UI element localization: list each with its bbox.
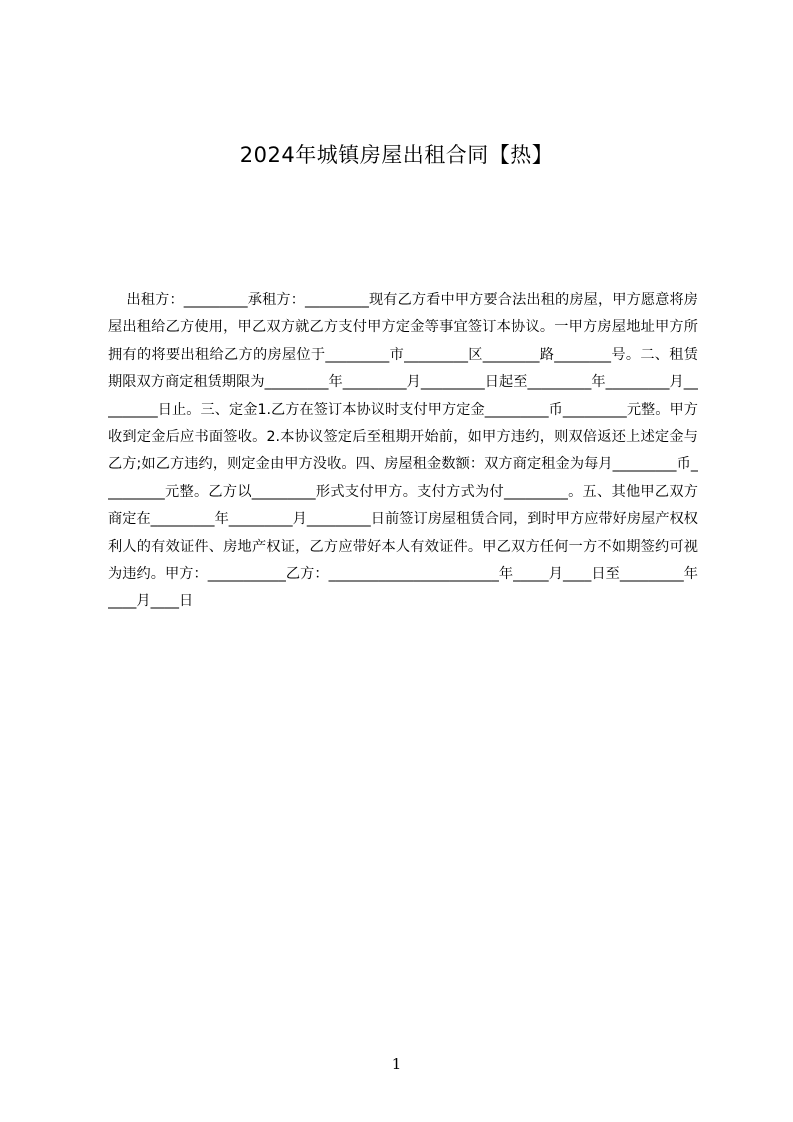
page-number: 1 <box>391 1055 402 1073</box>
contract-body-text: 出租方：_________承租方：_________现有乙方看中甲方要合法出租的房屋，甲方愿意将房屋出租给乙方使用，甲乙双方就乙方支付甲方定金等事宜签订本协议。一甲方房屋地址甲方所拥有的将要出租给乙方的房屋位于_________市_________区________路________号。二、租赁期限双方商定租赁期限为_________年_________月_________日起至_________年_________月_________日止。三、定金1.乙方在签订本协议时支付甲方定金_________币_________元整。甲方收到定金后应书面签收。2.本协议签定后至租期开始前，如甲方违约，则双倍返还上述定金与乙方;如乙方违约，则定金由甲方没收。四、房屋租金数额：双方商定租金为每月_________币_________元整。乙方以_________形式支付甲方。支付方式为付_________。五、其他甲乙双方商定在_________年_________月_________日前签订房屋租赁合同，到时甲方应带好房屋产权权利人的有效证件、房地产权证，乙方应带好本人有效证件。甲乙双方任何一方不如期签约可视为违约。甲方：___________乙方：________________________年_____月____日至_________年____月____日 <box>108 292 698 610</box>
document-title: 2024年城镇房屋出租合同【热】 <box>239 143 554 167</box>
